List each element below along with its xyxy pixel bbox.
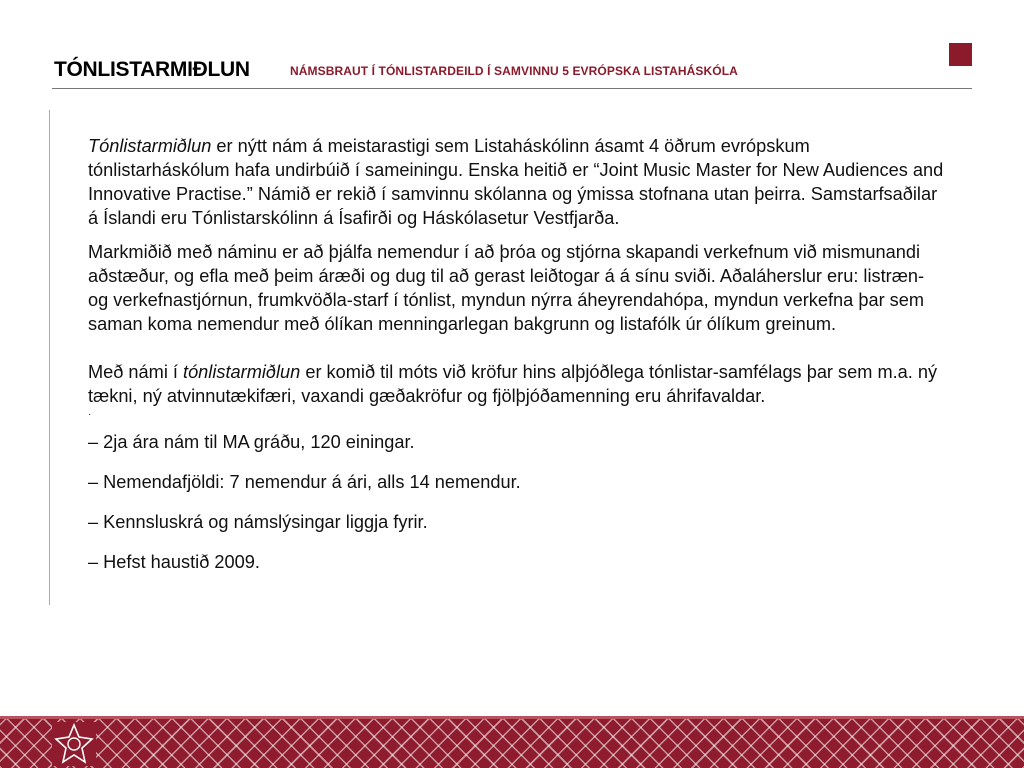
header-divider (52, 88, 972, 89)
slide-header (52, 58, 972, 88)
slide-subtitle: NÁMSBRAUT Í TÓNLISTARDEILD Í SAMVINNU 5 EVRÓPSKA LISTAHÁSKÓLA (290, 64, 738, 78)
context-post: er komið til móts við kröfur hins alþjóðlega tónlistar-samfélags þar sem m.a. ný tækni, ný atvinnutækifæri, vaxandi gæðakröfur og fjölþjóðamenning eru áhrifavaldar. (88, 362, 938, 406)
left-vertical-rule (49, 110, 50, 605)
slide-body (88, 134, 948, 590)
paragraph-context (88, 360, 948, 408)
bullet-item: – Hefst haustið 2009. (88, 552, 260, 572)
intro-text: er nýtt nám á meistarastigi sem Listaháskólinn ásamt 4 öðrum evrópskum tónlistarháskólum hafa undirbúið í sameiningu. Enska heitið er “Joint Music Master for New Audiences and Innovative Practise.” Námið er rekið í samvinnu skólanna og ýmissa stofnana utan þeirra. Samstarfsaðilar á Íslandi eru Tónlistarskólinn á Ísafirði og Háskólasetur Vestfjarða. (88, 136, 944, 228)
context-italic-term: tónlistarmiðlun (183, 362, 301, 382)
intro-italic-term: Tónlistarmiðlun (88, 136, 212, 156)
footer-top-edge (0, 716, 1024, 719)
context-pre: Með námi í (88, 362, 184, 382)
small-dot: · (88, 409, 92, 420)
bullet-item: – Nemendafjöldi: 7 nemendur á ári, alls 14 nemendur. (88, 472, 521, 492)
paragraph-goals: Markmiðið með náminu er að þjálfa nemendur í að þróa og stjórna skapandi verkefnum við mismunandi aðstæður, og efla með þeim áræði og dug til að gerast leiðtogar á á sínu sviði. Aðaláherslur eru: listræn- og verkefnastjórnun, frumkvöðla-starf í tónlist, myndun nýrra áheyrendahópa, myndun verkefna þar sem saman koma nemendur með ólíkan menningarlegan bakgrunn og listafólk úr ólíkum greinum. (88, 242, 925, 334)
paragraph-intro (88, 134, 948, 230)
slide-title: TÓNLISTARMIÐLUN (54, 58, 250, 81)
decorative-footer-band (0, 716, 1024, 768)
corner-accent-square (949, 43, 972, 66)
star-ornament-icon (52, 722, 96, 766)
bullet-item: – 2ja ára nám til MA gráðu, 120 einingar. (88, 432, 415, 452)
bullet-item: – Kennsluskrá og námslýsingar liggja fyrir. (88, 512, 428, 532)
